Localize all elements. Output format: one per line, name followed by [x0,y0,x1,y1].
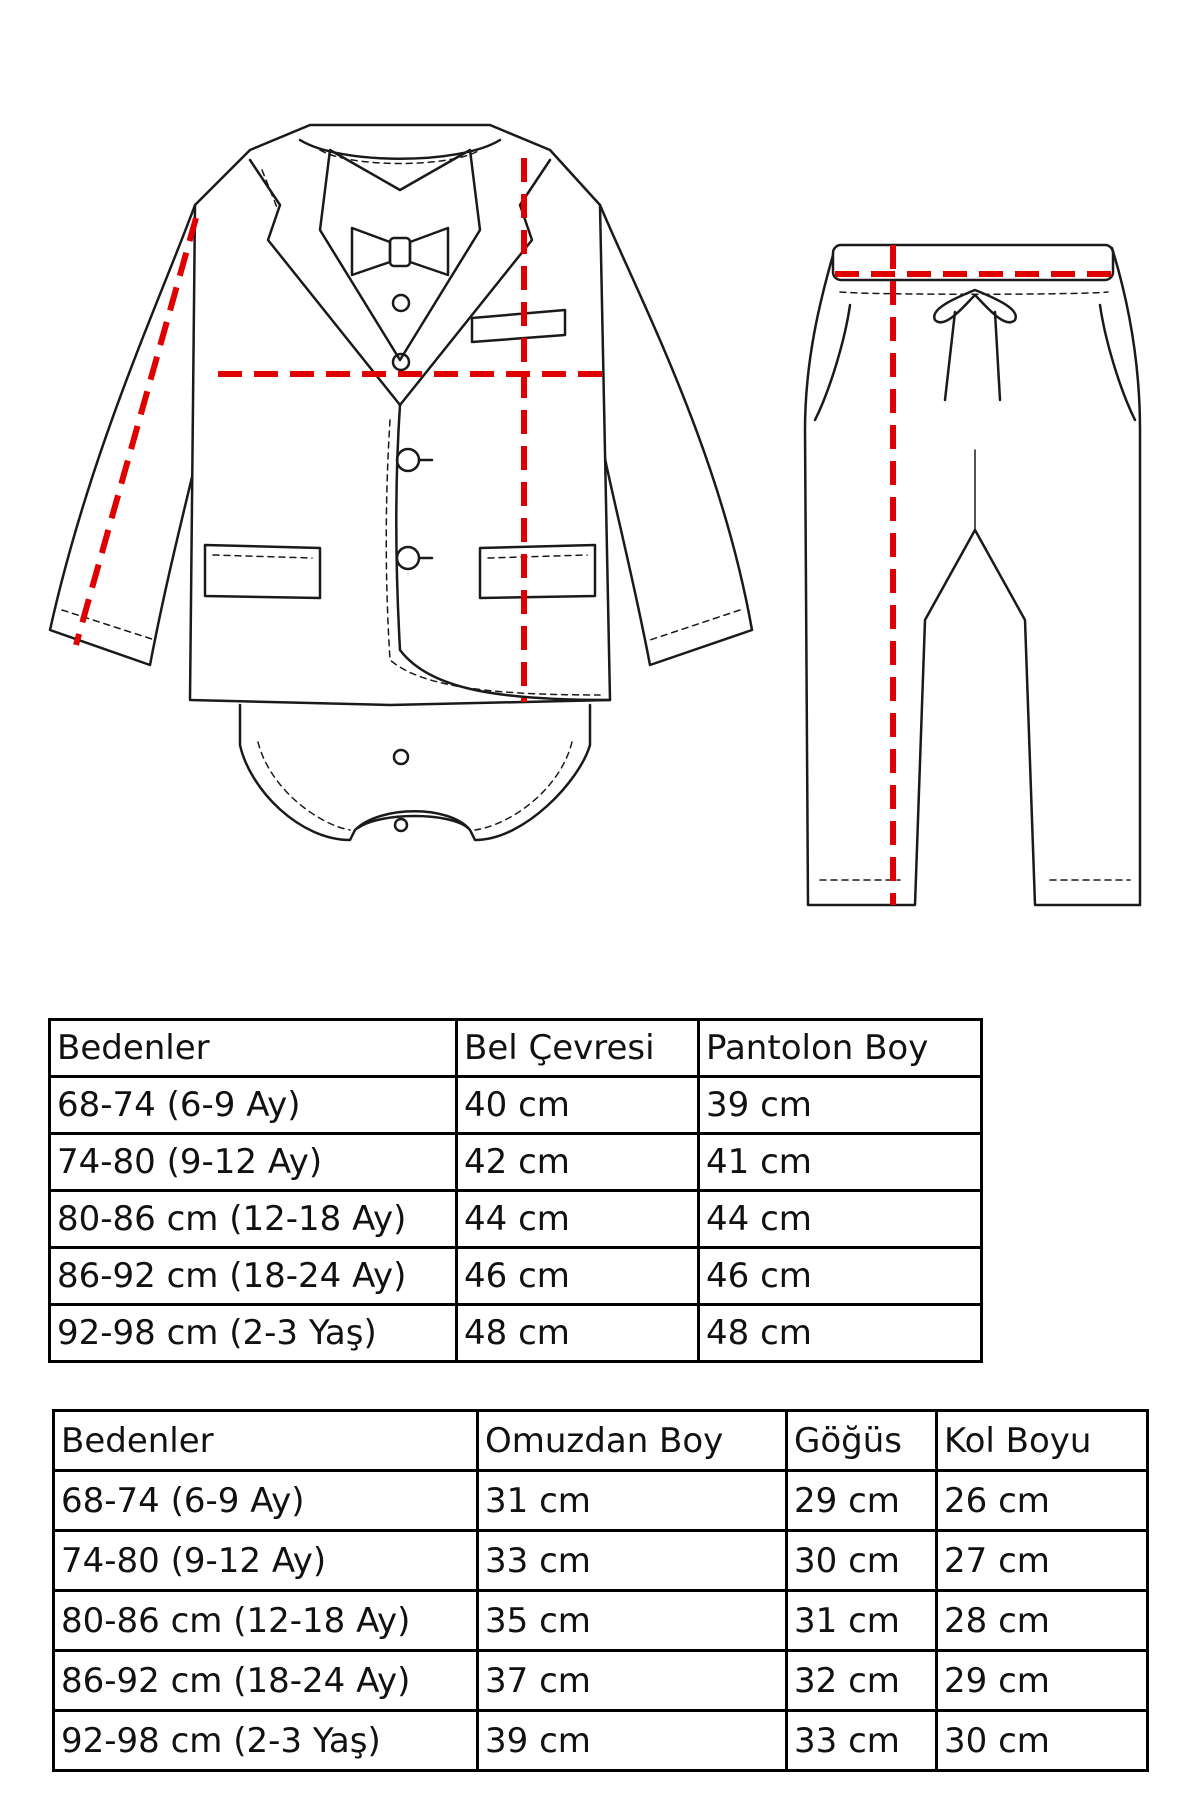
table-cell: 68-74 (6-9 Ay) [50,1077,457,1134]
table-cell: 35 cm [478,1591,787,1651]
table-cell: 41 cm [699,1134,982,1191]
table-cell: 29 cm [787,1471,937,1531]
table-cell: 33 cm [787,1711,937,1771]
table-cell: 48 cm [699,1305,982,1362]
table-row [54,1531,1148,1591]
table-cell: 44 cm [457,1191,699,1248]
table-header-row [50,1020,982,1077]
header-cell: Göğüs [787,1411,937,1471]
table-cell: 26 cm [937,1471,1148,1531]
header-cell: Omuzdan Boy [478,1411,787,1471]
table-row [50,1134,982,1191]
table-cell: 46 cm [699,1248,982,1305]
jacket-bodysuit-drawing [50,125,752,840]
table-row [50,1305,982,1362]
header-cell: Bedenler [54,1411,478,1471]
table-cell: 86-92 cm (18-24 Ay) [54,1651,478,1711]
table-cell: 27 cm [937,1531,1148,1591]
table-cell: 39 cm [699,1077,982,1134]
table-cell: 80-86 cm (12-18 Ay) [50,1191,457,1248]
table-cell: 86-92 cm (18-24 Ay) [50,1248,457,1305]
table-row [54,1651,1148,1711]
table-cell: 40 cm [457,1077,699,1134]
table-cell: 48 cm [457,1305,699,1362]
table-cell: 80-86 cm (12-18 Ay) [54,1591,478,1651]
table-cell: 37 cm [478,1651,787,1711]
header-cell: Bedenler [50,1020,457,1077]
table-cell: 30 cm [787,1531,937,1591]
table-header-row [54,1411,1148,1471]
header-cell: Pantolon Boy [699,1020,982,1077]
table-cell: 32 cm [787,1651,937,1711]
table-row [50,1248,982,1305]
table-row [54,1711,1148,1771]
table-cell: 31 cm [478,1471,787,1531]
table-cell: 39 cm [478,1711,787,1771]
table-cell: 44 cm [699,1191,982,1248]
table-cell: 92-98 cm (2-3 Yaş) [54,1711,478,1771]
table-cell: 33 cm [478,1531,787,1591]
header-cell: Kol Boyu [937,1411,1148,1471]
table-row [54,1591,1148,1651]
table-cell: 46 cm [457,1248,699,1305]
table-cell: 30 cm [937,1711,1148,1771]
table-cell: 92-98 cm (2-3 Yaş) [50,1305,457,1362]
table-cell: 42 cm [457,1134,699,1191]
table-row [54,1471,1148,1531]
table-cell: 31 cm [787,1591,937,1651]
jacket-size-table [52,1409,1149,1772]
trousers-drawing [805,245,1140,905]
table-cell: 68-74 (6-9 Ay) [54,1471,478,1531]
header-cell: Bel Çevresi [457,1020,699,1077]
trouser-size-table [48,1018,983,1363]
table-cell: 29 cm [937,1651,1148,1711]
table-cell: 74-80 (9-12 Ay) [54,1531,478,1591]
table-cell: 74-80 (9-12 Ay) [50,1134,457,1191]
table-cell: 28 cm [937,1591,1148,1651]
table-row [50,1191,982,1248]
table-row [50,1077,982,1134]
